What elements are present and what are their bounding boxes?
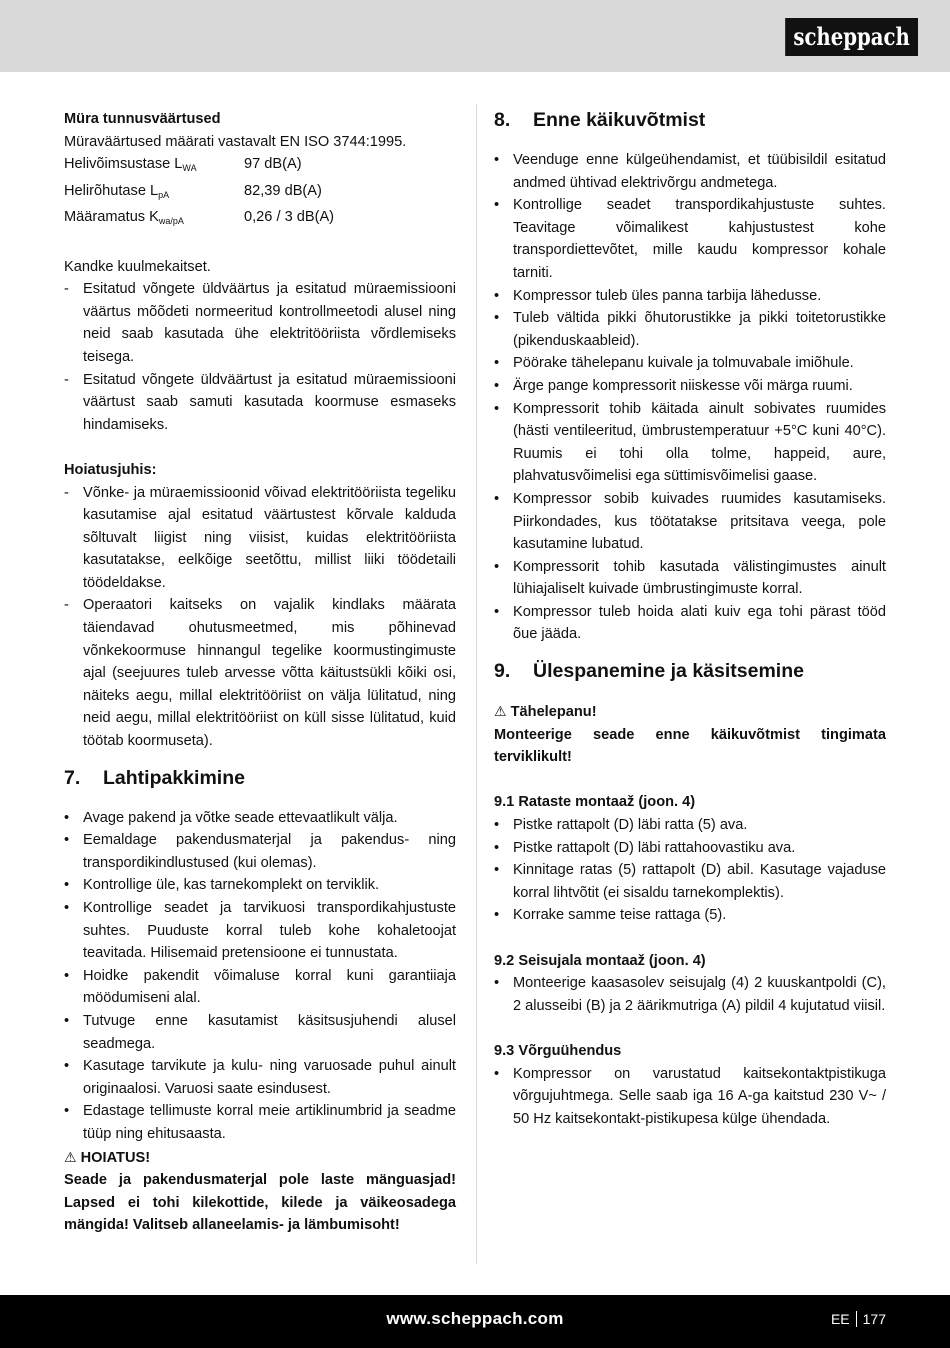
subsection-9-1-title: 9.1 Rataste montaaž (joon. 4) <box>494 794 696 811</box>
list-item: - Esitatud võngete üldväärtust ja esitatud müraemissiooni väärtust saab samuti kasutada koormuse esmaseks hindamiseks. <box>64 369 456 437</box>
list-item: • Pöörake tähelepanu kuivale ja tolmuvabale imiõhule. <box>494 352 886 375</box>
list-item: • Kontrollige seadet transpordikahjustuste suhtes. Teavitage võimalikest kahjustustest kohe transpordiettevõtet, mille kaudu kompressor kohale tarniti. <box>494 194 886 284</box>
footer-bar <box>0 1295 950 1348</box>
list-item: • Kompressor sobib kuivades ruumides kasutamiseks. Piirkondades, kus töötatakse pritsitava veega, pole kasutamine lubatud. <box>494 488 886 556</box>
spec-value: 0,26 / 3 dB(A) <box>244 209 335 226</box>
hint-title: Hoiatusjuhis: <box>64 461 157 478</box>
warning-heading: ⚠ HOIATUS! <box>64 1148 151 1166</box>
spec-label: Helirõhutase $L_{pA}$ <box>64 182 170 200</box>
attention-text: Monteerige seade enne käikuvõtmist tingimata terviklikult! <box>494 726 886 766</box>
spec-label: Helivõimsustase $L_{WA}$ <box>64 156 197 174</box>
warning-text: Seade ja pakendusmaterjal pole laste mänguasjad! Lapsed ei tohi kilekottide, kilede ja väikeosadega mängida! Valitseb allaneelamis- ja lämbumisoht! <box>64 1172 456 1234</box>
left-column <box>64 108 456 1237</box>
brand-logo: scheppach <box>785 18 918 56</box>
spec-row <box>64 180 456 207</box>
ear-protection-note: Kandke kuulmekaitset. <box>64 258 211 275</box>
list-item: • Ärge pange kompressorit niiskesse või märga ruumi. <box>494 375 886 398</box>
list-item: - Esitatud võngete üldväärtus ja esitatud müraemissiooni väärtus mõõdeti normeeritud kontrollmeetodi alusel ning neid saab kasutada ühe elektritööriista võrdlemiseks teisega. <box>64 278 456 368</box>
list-item: • Kontrollige seadet ja tarvikuosi transpordikahjustuste suhtes. Puuduste korral tuleb kohe kohaletoojat teavitada. Hilisemaid pretensioone ei tunnustata. <box>64 897 456 965</box>
warning-icon: ⚠ <box>64 1148 77 1165</box>
list-item: • Eemaldage pakendusmaterjal ja pakendus- ning transpordikindlustused (kui olemas). <box>64 829 456 874</box>
noise-specs <box>64 153 456 233</box>
separator <box>856 1311 857 1327</box>
section-7-list <box>64 807 456 1146</box>
right-column <box>494 108 886 1130</box>
list-item: • Veenduge enne külgeühendamist, et tüübisildil esitatud andmed ühtivad elektrivõrgu andmetega. <box>494 149 886 194</box>
list-item: • Edastage tellimuste korral meie artiklinumbrid ja seadme tüüp ning ehitusaasta. <box>64 1100 456 1145</box>
section-8-heading: 8. Enne käikuvõtmist <box>494 109 706 131</box>
noise-intro: Müraväärtused määrati vastavalt EN ISO 3744:1995. <box>64 133 407 150</box>
section-8-list <box>494 149 886 646</box>
section-7-heading: 7. Lahtipakkimine <box>64 766 245 789</box>
subsection-9-1-list <box>494 814 886 927</box>
noise-notes-list <box>64 278 456 436</box>
list-item: • Hoidke pakendit võimaluse korral kuni garantiiaja möödumiseni alal. <box>64 965 456 1010</box>
list-item: • Kompressor tuleb üles panna tarbija lähedusse. <box>494 285 886 308</box>
warning-icon: ⚠ <box>494 703 507 720</box>
subsection-9-3-title: 9.3 Võrguühendus <box>494 1042 622 1059</box>
list-item: - Võnke- ja müraemissioonid võivad elektritööriista tegeliku kasutamise ajal esitatud väärtustest kõrvale kalduda sõltuvalt liigist ning viisist, kuidas elektritööriista kasutatakse, eelkõige seetõttu, millist liiki töödetaili töödeldakse. <box>64 482 456 595</box>
subsection-9-3-list <box>494 1063 886 1131</box>
spec-label: Määramatus $K_{wa/pA}$ <box>64 209 184 227</box>
spec-row <box>64 153 456 180</box>
spec-value: 82,39 dB(A) <box>244 182 322 199</box>
attention-heading: ⚠ Tähelepanu! <box>494 703 597 721</box>
list-item: • Tutvuge enne kasutamist käsitsusjuhendi alusel seadmega. <box>64 1010 456 1055</box>
list-item: • Avage pakend ja võtke seade ettevaatlikult välja. <box>64 807 456 830</box>
column-divider <box>476 104 477 1264</box>
list-item: • Kompressor tuleb hoida alati kuiv ega tohi pärast tööd õue jääda. <box>494 601 886 646</box>
list-item: • Kinnitage ratas (5) rattapolt (D) abil. Kasutage vajaduse korral lihtvõtit (ei sisaldu tarnekomplektis). <box>494 859 886 904</box>
header-bar <box>0 0 950 72</box>
list-item: • Kontrollige üle, kas tarnekomplekt on terviklik. <box>64 874 456 897</box>
page-number: EE 177 <box>830 1311 886 1327</box>
subsection-9-2-title: 9.2 Seisujala montaaž (joon. 4) <box>494 952 706 969</box>
list-item: • Korrake samme teise rattaga (5). <box>494 904 886 927</box>
list-item: • Kompressorit tohib käitada ainult sobivates ruumides (hästi ventileeritud, ümbrustemperatuur +5°C kuni 40°C). Ruumis ei tohi olla tolme, happeid, aure, plahvatusvõimelisi ega süttimisvõimelisi gaase. <box>494 398 886 488</box>
spec-row <box>64 206 456 233</box>
list-item: - Operaatori kaitseks on vajalik kindlaks määrata täiendavad ohutusmeetmed, mis põhinevad võnkekoormuse hinnangul tegelike koormustingimuste ajal (seejuures tuleb arvesse võtta käitustsükli kõiki osi, näiteks aegu, millal elektritööriist on välja lülitatud, ning neid aegu, millal elektritööriist on küll sisse lülitatud, kuid töötab koormuseta). <box>64 594 456 752</box>
section-9-heading: 9. Ülespanemine ja käsitsemine <box>494 660 804 683</box>
list-item: • Monteerige kaasasolev seisujalg (4) 2 kuuskantpoldi (C), 2 alusseibi (B) ja 2 äärikmutriga (A) pildil 4 kujutatud viisil. <box>494 972 886 1017</box>
list-item: • Kasutage tarvikute ja kulu- ning varuosade puhul ainult originaalosi. Varuosi saate esindusest. <box>64 1055 456 1100</box>
list-item: • Kompressor on varustatud kaitsekontaktpistikuga võrgujuhtmega. Selle saab iga 16 A-ga kaitstud 230 V~ / 50 Hz kaitsekontakt-pistikupesa külge ühendada. <box>494 1063 886 1131</box>
list-item: • Kompressorit tohib kasutada välistingimustes ainult lühiajaliselt kuivade ümbrustingimuste korral. <box>494 556 886 601</box>
hint-list <box>64 482 456 753</box>
language-code: EE <box>830 1311 850 1327</box>
spec-value: 97 dB(A) <box>244 156 302 173</box>
list-item: • Pistke rattapolt (D) läbi ratta (5) ava. <box>494 814 886 837</box>
website-link[interactable]: www.scheppach.com <box>386 1309 564 1328</box>
noise-title: Müra tunnusväärtused <box>64 111 221 127</box>
list-item: • Tuleb vältida pikki õhutorustikke ja pikki toitetorustikke (pikenduskaableid). <box>494 307 886 352</box>
subsection-9-2-list <box>494 972 886 1017</box>
list-item: • Pistke rattapolt (D) läbi rattahoovastiku ava. <box>494 837 886 860</box>
